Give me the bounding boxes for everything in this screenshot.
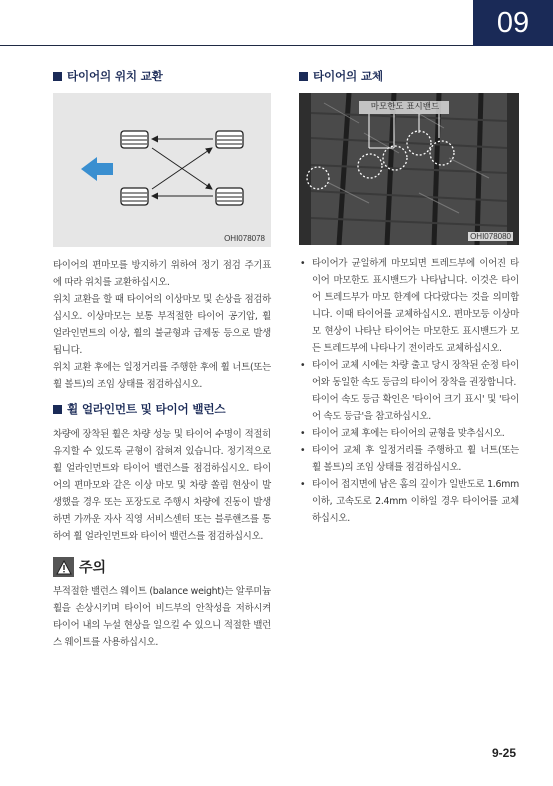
rotation-paragraph: 타이어의 편마모를 방지하기 위하여 정기 점검 주기표에 따라 위치를 교환하십시오. xyxy=(53,260,271,288)
list-item: • 타이어 교체 후 일정거리를 주행하고 휠 너트(또는 휠 볼트)의 조임 상태를 점검하십시오. xyxy=(300,445,519,473)
tire-tread-photo xyxy=(299,93,519,245)
square-bullet-icon xyxy=(299,72,308,81)
warning-triangle-icon xyxy=(53,557,74,577)
replacement-bullet-list xyxy=(299,255,519,527)
section-title: 휠 얼라인먼트 및 타이어 밸런스 xyxy=(67,402,226,416)
list-item: • 타이어 교체 시에는 차량 출고 당시 장착된 순정 타이어와 동일한 속도 등급의 타이어 장착을 권장합니다. 타이어 속도 등급 확인은 '타이어 크기 표시' 및 '타이어 속도 등급'을 참고하십시오. xyxy=(300,360,519,422)
section-heading-rotation xyxy=(53,68,271,84)
tire-tread-illustration xyxy=(299,93,519,245)
tire-icon xyxy=(216,131,243,148)
section-title: 타이어의 위치 교환 xyxy=(67,69,163,83)
section-heading-replacement xyxy=(299,68,519,84)
speed-note: 타이어 속도 등급 확인은 '타이어 크기 표시' 및 '타이어 속도 등급'을 참고하십시오. xyxy=(312,394,519,422)
left-column xyxy=(53,68,271,651)
rotation-paragraph: 위치 교환 후에는 일정거리를 주행한 후에 휠 너트(또는 휠 볼트)의 조임 상태를 점검하십시오. xyxy=(53,362,271,390)
tire-icon xyxy=(121,131,148,148)
rotation-paragraph: 위치 교환을 할 때 타이어의 이상마모 및 손상을 점검하십시오. 이상마모는 보통 부적절한 타이어 공기압, 휠 얼라인먼트의 이상, 휠의 불균형과 급제동 등으로 발생됩니다. xyxy=(53,294,271,356)
list-item: • 타이어가 균일하게 마모되면 트레드부에 이어진 타이어 마모한도 표시밴드가 나타납니다. 이것은 타이어 트레드부가 마모 한계에 다다랐다는 것을 의미합니다. 이때 타이어를 교체하십시오. 편마모등 이상마모 현상이 나타난 타이어는 마모한도 표시밴드가 모든 트레드부에 나타나기 전이라도 교체하십시오. xyxy=(300,258,519,354)
list-item: • 타이어 접지면에 남은 홈의 깊이가 일반도로 1.6mm 이하, 고속도로 2.4mm 이하일 경우 타이어를 교체하십시오. xyxy=(300,479,519,524)
photo-label: 마모한도 표시밴드 xyxy=(370,102,440,112)
caution-heading xyxy=(53,557,271,577)
chapter-number-tab: 09 xyxy=(473,0,553,46)
tire-rotation-diagram xyxy=(53,93,271,247)
page-number: 9-25 xyxy=(491,746,516,760)
right-column xyxy=(299,68,519,527)
section-heading-alignment xyxy=(53,401,271,417)
tire-icon xyxy=(216,188,243,205)
caution-paragraph: 부적절한 밸런스 웨이트 (balance weight)는 알루미늄 휠을 손상시키며 타이어 비드부의 안착성을 저하시켜 타이어 내의 누설 현상을 일으킬 수 있으니 적절한 밸런스 웨이트를 사용하십시오. xyxy=(53,586,271,648)
list-item: • 타이어 교체 후에는 타이어의 균형을 맞추십시오. xyxy=(300,428,505,439)
figure-code: OHI078080 xyxy=(470,232,511,241)
alignment-paragraph: 차량에 장착된 휠은 차량 성능 및 타이어 수명이 적절히 유지할 수 있도록 균형이 잡혀져 있습니다. 정기적으로 휠 얼라인먼트와 타이어 밸런스를 점검하십시오. 타이어의 편마모와 같은 이상 마모 및 차량 쏠림 현상이 발생했을 경우 또는 포장도로 주행시 차량에 진동이 발생하면 가까운 자사 직영 서비스센터 또는 블루핸즈를 통하여 휠 얼라인먼트와 타이어 밸런스를 점검하십시오. xyxy=(53,429,271,542)
square-bullet-icon xyxy=(53,405,62,414)
forward-direction-arrow-icon xyxy=(81,157,113,181)
tire-rotation-figure xyxy=(53,93,271,247)
square-bullet-icon xyxy=(53,72,62,81)
figure-code: OHI078078 xyxy=(224,234,265,243)
tire-icon xyxy=(121,188,148,205)
header-rule xyxy=(0,45,473,46)
caution-title: 주의 xyxy=(79,560,107,576)
section-title: 타이어의 교체 xyxy=(313,69,383,83)
